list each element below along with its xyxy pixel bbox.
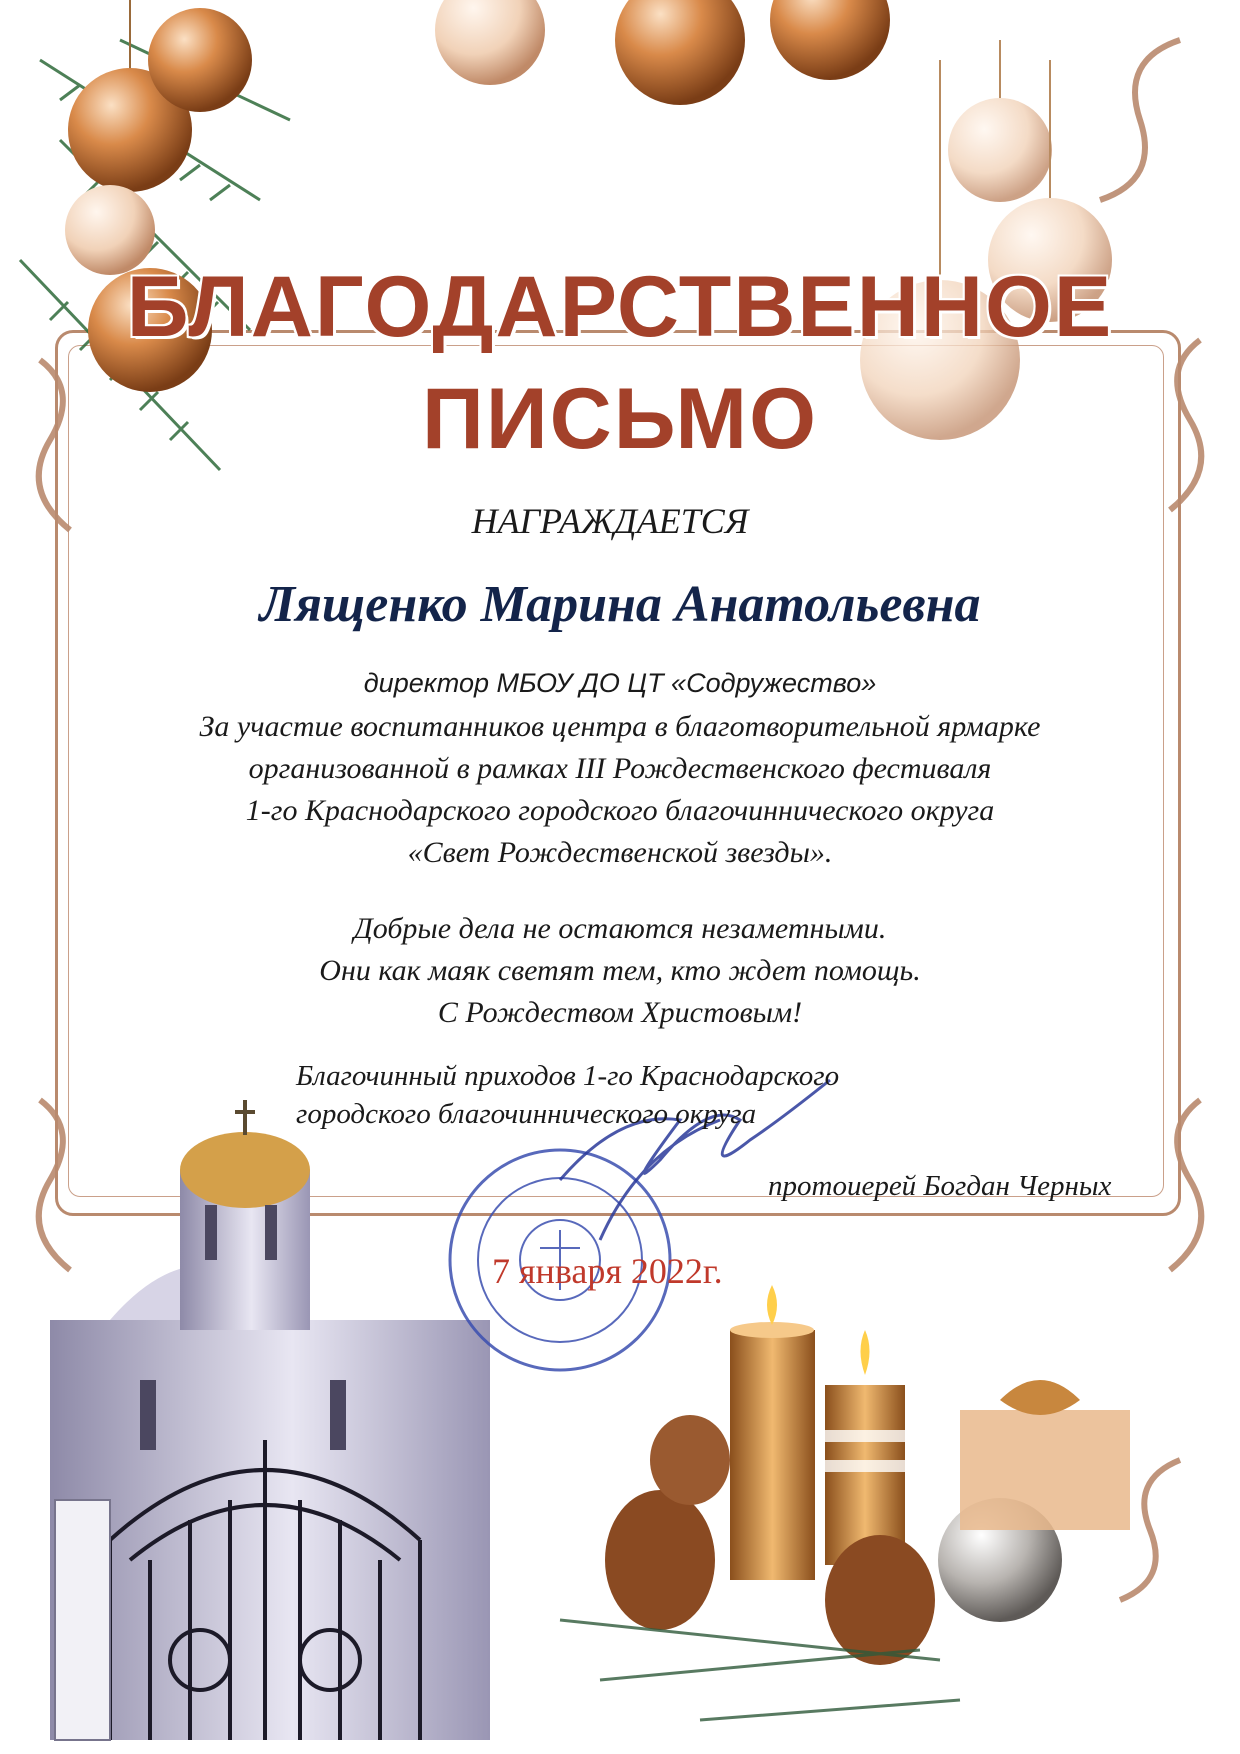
reason-line: За участие воспитанников центра в благотворительной ярмарке [199, 710, 1041, 743]
recipient-position: директор МБОУ ДО ЦТ «Содружество» [363, 668, 877, 698]
wish-line: С Рождеством Христовым! [437, 996, 803, 1029]
awarded-label: НАГРАЖДАЕТСЯ [471, 501, 749, 541]
signer-name: протоиерей Богдан Черных [768, 1170, 1112, 1202]
wish-line: Они как маяк светят тем, кто ждет помощь. [319, 954, 921, 987]
signer-title-line: городского благочиннического округа [296, 1098, 757, 1130]
title-line-2: ПИСЬМО [422, 371, 818, 467]
candles-image [560, 1285, 1130, 1720]
title-line-1: БЛАГОДАРСТВЕННОЕ [126, 259, 1114, 355]
wish-line: Добрые дела не остаются незаметными. [353, 912, 887, 945]
recipient-name: Лященко Марина Анатольевна [259, 576, 981, 633]
church-image [50, 1100, 490, 1740]
reason-line: 1-го Краснодарского городского благочиннического округа [245, 794, 995, 827]
reason-line: «Свет Рождественской звезды». [407, 836, 833, 869]
signer-title-line: Благочинный приходов 1-го Краснодарского [296, 1060, 840, 1092]
document-date: 7 января 2022г. [492, 1251, 723, 1291]
reason-line: организованной в рамках III Рождественского фестиваля [248, 752, 992, 785]
